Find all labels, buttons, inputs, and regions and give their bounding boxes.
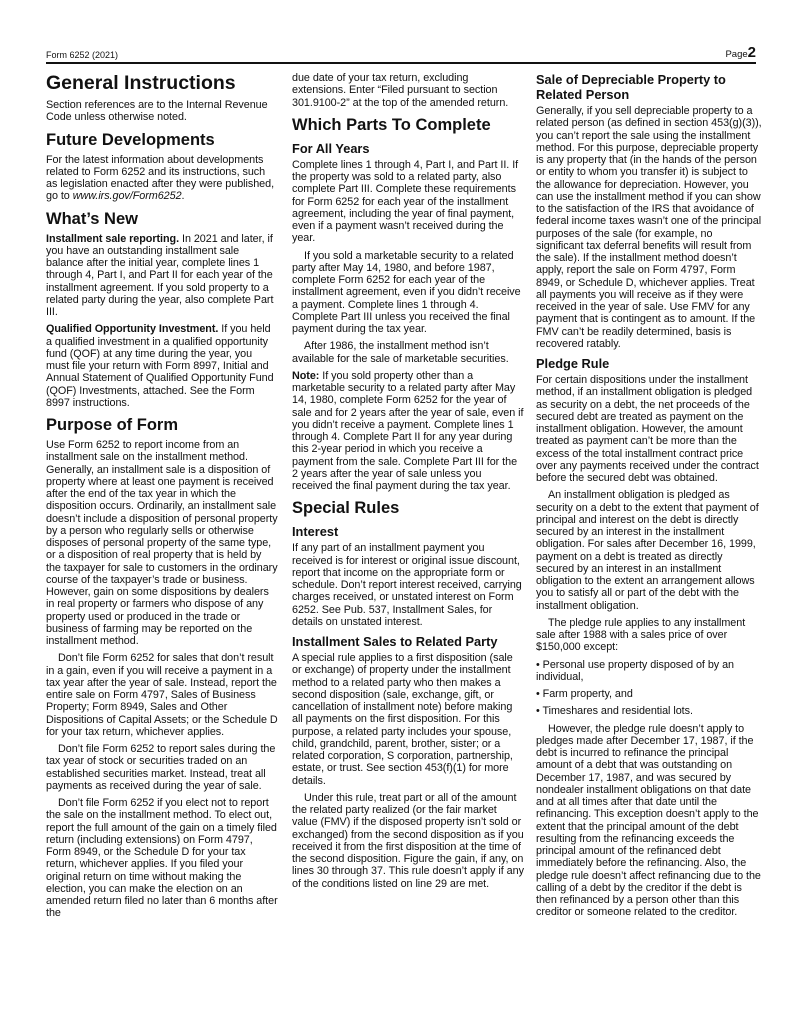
section-heading: Special Rules [292, 499, 400, 518]
subsection-heading: Interest [292, 524, 339, 540]
paragraph [46, 439, 278, 647]
paragraph [292, 159, 524, 245]
paragraph [536, 617, 762, 654]
run-in-heading: Note: [292, 369, 320, 382]
page-header [46, 46, 756, 64]
paragraph-text: Section references are to the Internal Revenue Code unless otherwise noted. [46, 99, 268, 124]
paragraph [46, 233, 278, 319]
section-heading: Which Parts To Complete [292, 115, 491, 134]
section-heading: Future Developments [46, 130, 215, 149]
paragraph [536, 659, 762, 684]
paragraph [46, 652, 278, 738]
paragraph-text: • Personal use property disposed of by an individual, [536, 658, 734, 683]
paragraph-text: A special rule applies to a first disposition (sale or exchange) of property under the installment method to a related party who then makes a second disposition (sale, exchange, gift, or cancellation of installment note) before making all payments on the first disposition. For this purpose, a related party includes your spouse, child, grandchild, parent, brother, sister; or a related corporation, S corporation, partnership, estate, or trust. See section 453(f)(1) for more details. [292, 652, 513, 787]
paragraph-text: After 1986, the installment method isn’t available for the sale of marketable securities. [292, 340, 509, 365]
paragraph-text: due date of your tax return, excluding extensions. Enter “Filed pursuant to section 301.9100-2” at the top of the amended return. [292, 72, 509, 109]
paragraph-text: However, the pledge rule doesn’t apply to pledges made after December 17, 1987, if the debt is incurred to refinance the principal amount of a debt that was outstanding on December 17, 1987, and was secured by nondealer installment obligations on that date and at all times after that date until the refinancing. This exception doesn’t apply to the extent that the principal amount of the debt resulting from the refinancing exceeds the principal amount of the refinanced debt immediately before the refinancing. Also, the pledge rule doesn’t affect refinancing due to the calling of a debt by the creditor if the debt is then refinanced by a person other than this creditor or someone related to the creditor. [536, 722, 761, 919]
column-1 [46, 72, 278, 925]
paragraph-text: The pledge rule applies to any installment sale after 1988 with a sales price of over $150,000 except: [536, 616, 746, 654]
paragraph [46, 743, 278, 792]
subsection-heading: For All Years [292, 140, 370, 156]
paragraph-text: • Farm property, and [536, 688, 633, 700]
form-identifier: Form 6252 (2021) [46, 50, 119, 60]
subsection-heading: Installment Sales to Related Party [292, 634, 498, 649]
subsection-heading: Pledge Rule [536, 356, 610, 371]
paragraph [536, 688, 762, 700]
page-number: 2 [747, 44, 756, 61]
paragraph-text: Don’t file Form 6252 if you elect not to report the sale on the installment method. To elect out, report the full amount of the gain on a timely filed return (including extensions) on Form 4797, Form 8949, or the Schedule D for your tax return, whichever applies. If you filed your original return on time without making the election, you can make the election on an amended return filed no later than 6 months after the [46, 797, 278, 920]
paragraph-text: Under this rule, treat part or all of the amount the related party realized (or the fair market value (FMV) if the disposed property isn’t sold or exchanged) from the second disposition as if you received it from the first disposition at the time of the second disposition. Figure the gain, if any, on lines 30 through 37. This rule doesn’t apply if any of the conditions listed on line 29 are met. [292, 791, 524, 890]
paragraph [292, 370, 524, 493]
page-label: Page [725, 49, 748, 60]
paragraph-text: Complete lines 1 through 4, Part I, and Part II. If the property was sold to a related party, also complete Part III. Complete these requirements for Form 6252 for each year of the installment agreement, including the year of final payment, even if a payment wasn’t received during the year. [292, 158, 519, 245]
paragraph [292, 542, 524, 628]
paragraph [536, 723, 762, 919]
paragraph [536, 105, 762, 350]
section-heading: Purpose of Form [46, 416, 179, 434]
paragraph-text: Generally, if you sell depreciable property to a related person (as defined in section 453(g)(3)), you can’t report the sale using the installment method. For this purpose, depreciable property is any property that (in the hands of the person or entity to whom you transfer it) is subject to the allowance for depreciation. However, you can use the installment method if you can show to the satisfaction of the IRS that avoidance of federal income taxes wasn’t one of the principal purposes of the sale (for example, no significant tax deferral benefits will result from the sale). If the installment method doesn’t apply, report the sale on Form 4797, Form 8949, or Schedule D, whichever applies. Treat all payments you will receive as if they were received in the year of sale. Use FMV for any payment that is contingent as to amount. If the FMV can’t be readily determined, basis is recovered ratably. [536, 105, 762, 350]
paragraph-text: Don’t file Form 6252 for sales that don’t result in a gain, even if you will receive a payment in a tax year after the year of sale. Instead, report the entire sale on Form 4797, Sales of Business Property; Form 8949, Sales and Other Dispositions of Capital Assets; or the Schedule D for your tax return, whichever applies. [46, 652, 278, 738]
paragraph [536, 374, 762, 484]
section-heading: What’s New [46, 209, 138, 228]
paragraph [292, 652, 524, 787]
paragraph-text: • Timeshares and residential lots. [536, 705, 693, 718]
paragraph-text: For the latest information about developments related to Form 6252 and its instructions, such as legislation enacted after they were published, go to [46, 153, 275, 203]
paragraph-text: An installment obligation is pledged as security on a debt to the extent that payment of principal and interest on the debt is directly secured by an interest in the installment obligation. For sales after December 16, 1999, payment on a debt is treated as directly secured by an interest in an installment obligation to the extent an arrangement allows you to satisfy all or part of the debt with the installment obligation. [536, 489, 759, 612]
paragraph [292, 792, 524, 890]
page-title: General Instructions [46, 72, 236, 94]
paragraph [536, 705, 762, 717]
paragraph-text: Use Form 6252 to report income from an installment sale on the installment method. Generally, an installment sale is a disposition of property where at least one payment is received after the end of the tax year in which the disposition occurs. Ordinarily, an installment sale doesn’t include a disposition of personal property by a person who regularly sells or otherwise disposes of personal property of the same type, or a disposition of real property that is held by the taxpayer for sale to customers in the ordinary course of the taxpayer’s trade or business. However, gain on some dispositions by dealers in real property or farmers who dispose of any property used or produced in the trade or business of farming may be reported on the installment method. [46, 439, 278, 647]
paragraph-text: If you sold a marketable security to a related party after May 14, 1980, and before 1987, complete Form 6252 for each year of the installment agreement, even if you didn’t receive a payment. Complete lines 1 through 4. Complete Part III unless you received the final payment during the tax year. [292, 249, 521, 335]
paragraph [46, 323, 278, 409]
paragraph-text: If you sold property other than a marketable security to a related party after May 14, 1980, complete Form 6252 for the year of sale and for 2 years after the year of sale, even if you didn’t receive a payment. Complete lines 1 through 4. Complete Part II for any year during this 2-year period in which you receive a payment from the sale. Complete Part III for the 2 years after the year of sale unless you received the final payment during the tax year. [292, 369, 524, 492]
paragraph-text: If you held a qualified investment in a qualified opportunity fund (QOF) at any time during the year, you must file your return with Form 8997, Initial and Annual Statement of Qualified Opportunity Fund (QOF) Investments, attached. See the Form 8997 instructions. [46, 323, 274, 409]
paragraph-text: If any part of an installment payment you received is for interest or original issue discount, report that income on the appropriate form or schedule. Don’t report interest received, carrying charges received, or unstated interest on Form 6252. See Pub. 537, Installment Sales, for details on unstated interest. [292, 542, 522, 628]
run-in-heading: Installment sale reporting. [46, 232, 180, 245]
column-2 [292, 72, 524, 895]
paragraph [46, 154, 278, 203]
paragraph-text: . [181, 190, 185, 203]
paragraph [536, 489, 762, 612]
paragraph-text: For certain dispositions under the installment method, if an installment obligation is pledged as security on a debt, the net proceeds of the secured debt are treated as payment on the installment obligation. However, the amount treated as payment can’t be more than the excess of the total installment contract price over any payments received under the contract before the secured debt was obtained. [536, 374, 759, 484]
paragraph [46, 797, 278, 920]
paragraph [46, 99, 278, 124]
paragraph [292, 250, 524, 336]
run-in-heading: Qualified Opportunity Investment. [46, 323, 219, 336]
paragraph-text: In 2021 and later, if you have an outstanding installment sale balance after the initial year, complete lines 1 through 4, Part I, and Part II for each year of the installment agreement. If you sold property to a related party during the year, also complete Part III. [46, 232, 274, 318]
subsection-heading: Sale of Depreciable Property to Related Person [536, 72, 726, 102]
paragraph-text: Don’t file Form 6252 to report sales during the tax year of stock or securities traded on an established securities market. Instead, treat all payments as received during the year of sale. [46, 743, 276, 792]
paragraph [292, 72, 524, 109]
page-indicator [725, 44, 756, 61]
url-text: www.irs.gov/Form6252 [72, 190, 182, 203]
column-3 [536, 72, 762, 924]
paragraph [292, 340, 524, 365]
